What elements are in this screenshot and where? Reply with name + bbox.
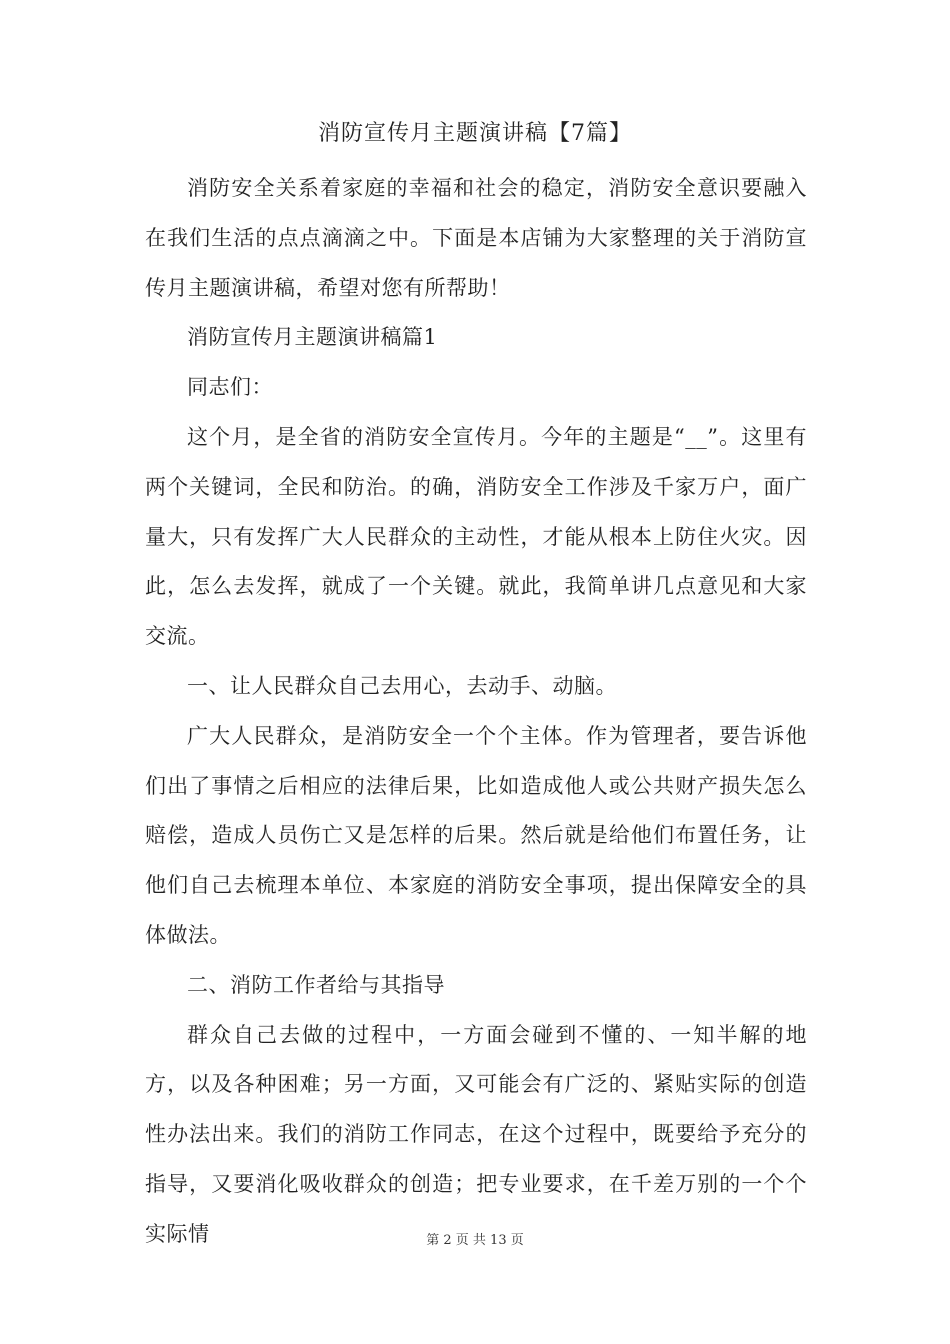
page-footer: 第 2 页 共 13 页 [426,1233,524,1248]
paragraph-intro: 消防安全关系着家庭的幸福和社会的稳定，消防安全意识要融入在我们生活的点点滴滴之中。下面是本店铺为大家整理的关于消防宣传月主题演讲稿，希望对您有所帮助！ [145,176,807,300]
section-heading: 消防宣传月主题演讲稿篇1 [187,325,438,350]
salutation: 同志们： [187,375,273,400]
point-heading-2: 二、消防工作者给与其指导 [187,972,445,997]
paragraph: 群众自己去做的过程中，一方面会碰到不懂的、一知半解的地方，以及各种困难；另一方面，又可能会有广泛的、紧贴实际的创造性办法出来。我们的消防工作同志，在这个过程中，既要给予充分的指导，又要消化吸收群众的创造；把专业要求，在千差万别的一个个实际情 [145,1022,807,1246]
paragraph: 广大人民群众，是消防安全一个个主体。作为管理者，要告诉他们出了事情之后相应的法律后果，比如造成他人或公共财产损失怎么赔偿，造成人员伤亡又是怎样的后果。然后就是给他们布置任务，让他们自己去梳理本单位、本家庭的消防安全事项，提出保障安全的具体做法。 [145,723,807,947]
paragraph: 这个月，是全省的消防安全宣传月。今年的主题是“__”。这里有两个关键词，全民和防治。的确，消防安全工作涉及千家万户，面广量大，只有发挥广大人民群众的主动性，才能从根本上防住火灾。因此，怎么去发挥，就成了一个关键。就此，我简单讲几点意见和大家交流。 [145,424,807,649]
document-title: 消防宣传月主题演讲稿【7篇】 [318,121,632,146]
point-heading-1: 一、让人民群众自己去用心，去动手、动脑。 [187,673,617,698]
document-body [145,164,807,1260]
